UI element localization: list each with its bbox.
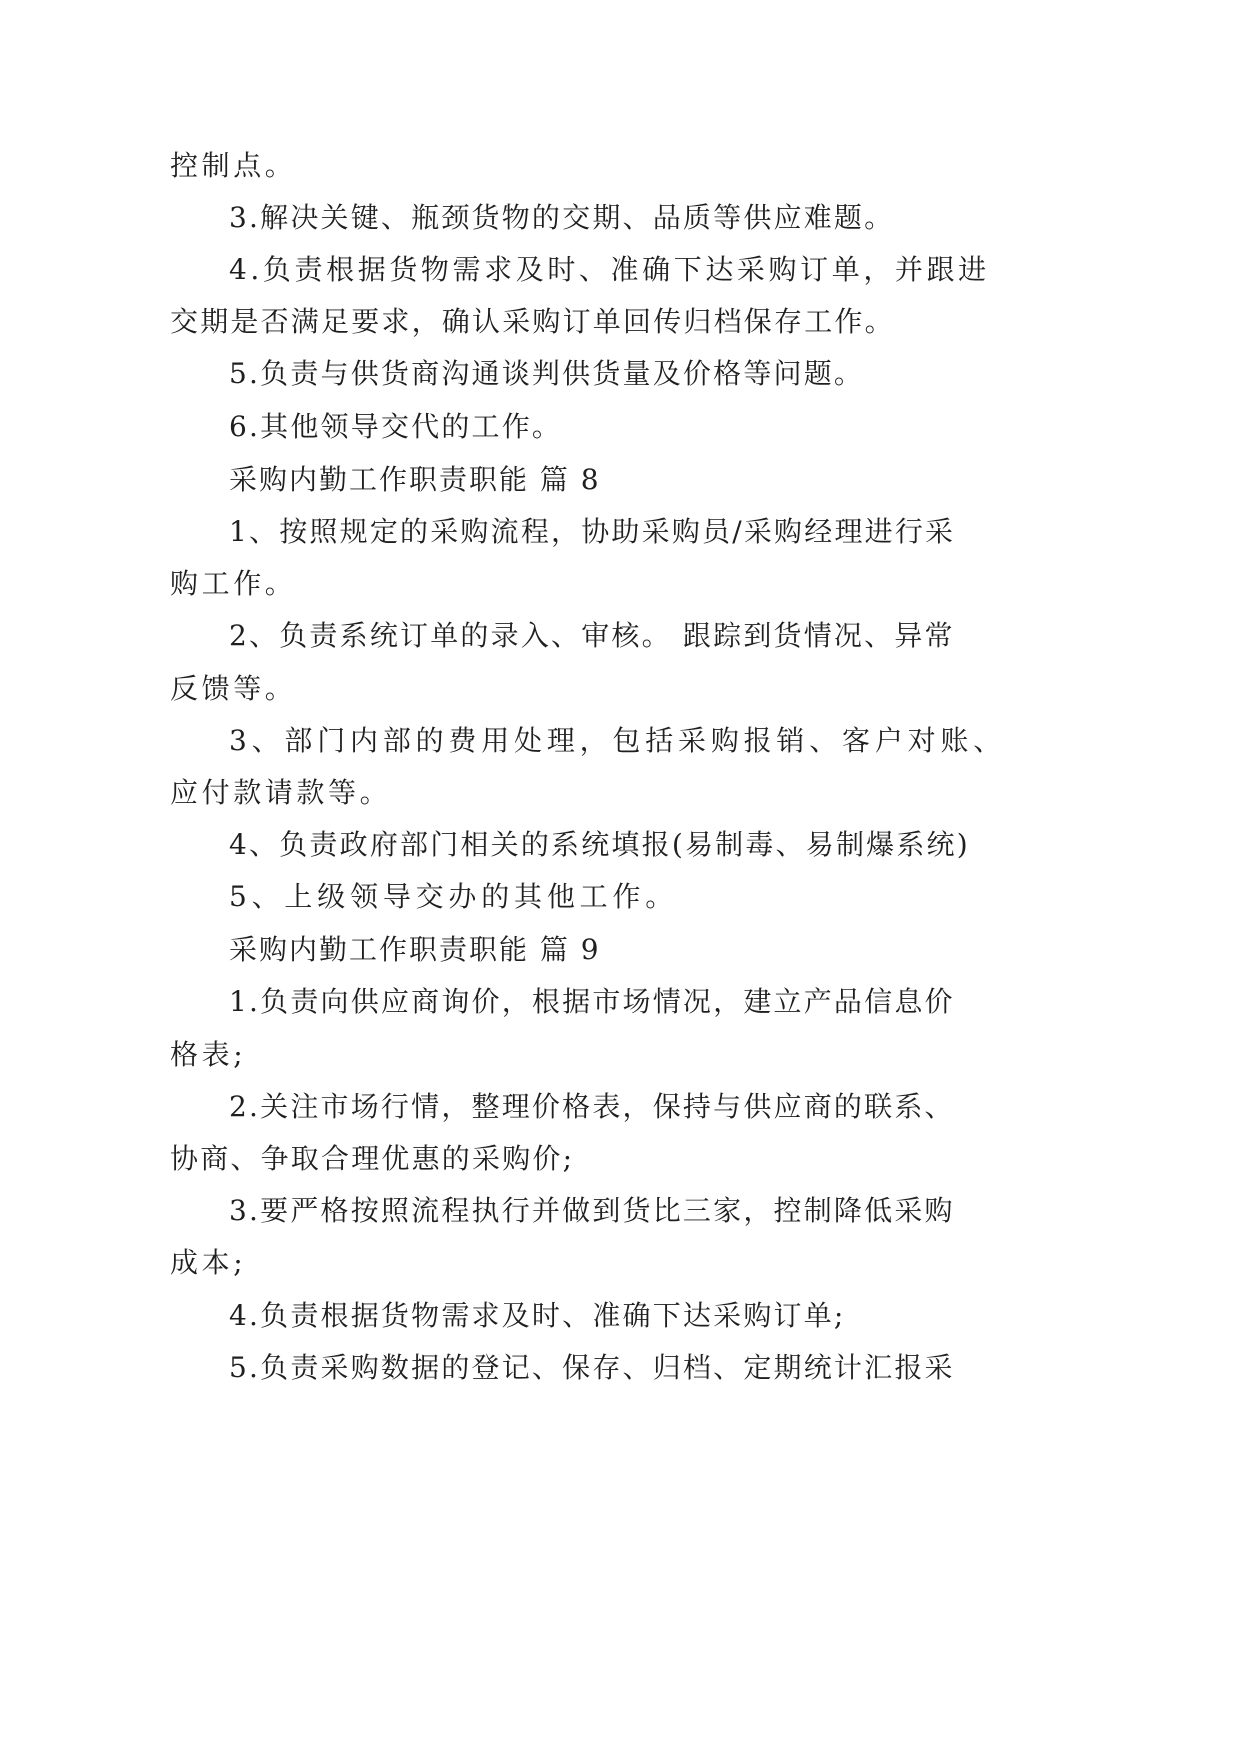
paragraph-line: 成本; — [170, 1246, 247, 1279]
paragraph-line: 1、按照规定的采购流程，协助采购员/采购经理进行采 — [229, 515, 956, 548]
paragraph-line: 控制点。 — [170, 149, 297, 182]
paragraph-line: 2.关注市场行情，整理价格表，保持与供应商的联系、 — [229, 1090, 955, 1123]
paragraph-line: 格表; — [170, 1038, 247, 1071]
paragraph-line: 5.负责与供货商沟通谈判供货量及价格等问题。 — [229, 357, 865, 390]
paragraph-line: 交期是否满足要求，确认采购订单回传归档保存工作。 — [170, 305, 895, 338]
paragraph-line: 5.负责采购数据的登记、保存、归档、定期统计汇报采 — [229, 1351, 955, 1384]
paragraph-line: 3、部门内部的费用处理，包括采购报销、客户对账、 — [229, 724, 1007, 757]
paragraph-line: 5、上级领导交办的其他工作。 — [229, 880, 679, 913]
section-title: 采购内勤工作职责职能 篇 8 — [229, 463, 601, 496]
paragraph-line: 购工作。 — [170, 567, 297, 600]
section-title: 采购内勤工作职责职能 篇 9 — [229, 933, 601, 966]
paragraph-line: 协商、争取合理优惠的采购价; — [170, 1142, 575, 1175]
paragraph-line: 3.解决关键、瓶颈货物的交期、品质等供应难题。 — [229, 201, 895, 234]
paragraph-line: 应付款请款等。 — [170, 776, 392, 809]
paragraph-line: 6.其他领导交代的工作。 — [229, 410, 563, 443]
paragraph-line: 3.要严格按照流程执行并做到货比三家，控制降低采购 — [229, 1194, 955, 1227]
paragraph-line: 1.负责向供应商询价，根据市场情况，建立产品信息价 — [229, 985, 955, 1018]
paragraph-line: 2、负责系统订单的录入、审核。 跟踪到货情况、异常 — [229, 619, 955, 652]
paragraph-line: 4.负责根据货物需求及时、准确下达采购订单; — [229, 1299, 846, 1332]
paragraph-line: 4.负责根据货物需求及时、准确下达采购订单，并跟进 — [229, 253, 990, 286]
paragraph-line: 4、负责政府部门相关的系统填报(易制毒、易制爆系统) — [229, 828, 970, 861]
paragraph-line: 反馈等。 — [170, 672, 297, 705]
